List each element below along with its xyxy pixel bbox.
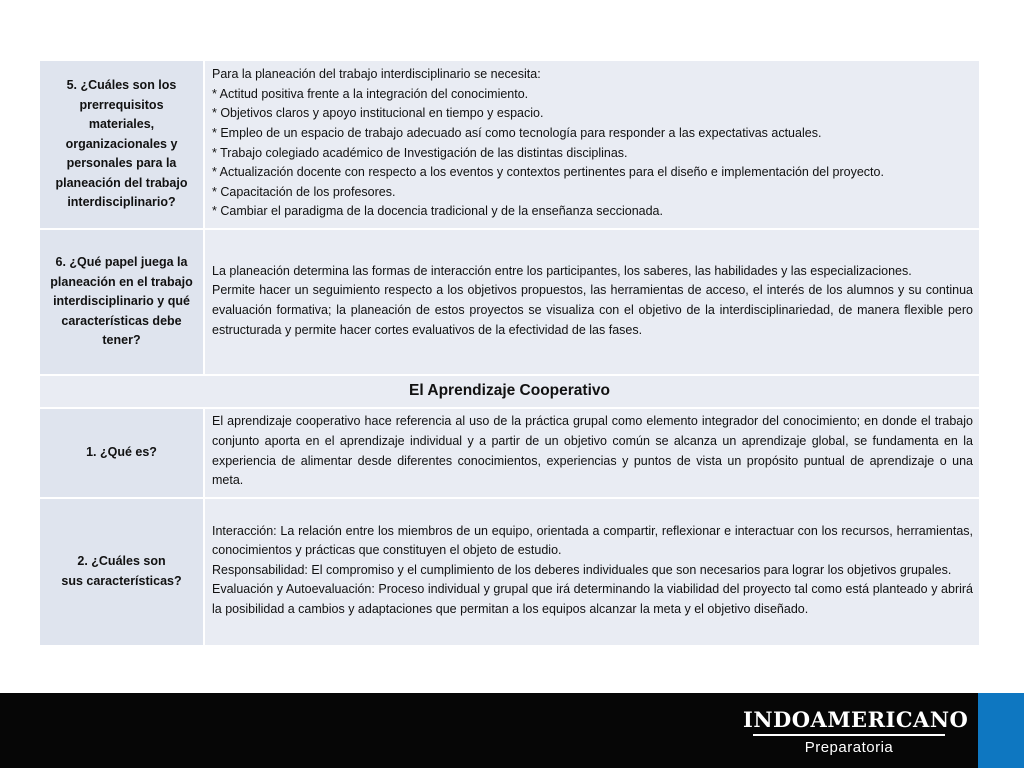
answer-line: * Capacitación de los profesores. (212, 184, 396, 199)
answer-paragraph: Evaluación y Autoevaluación: Proceso individual y grupal que irá determinando la viabilidad del proyecto tal como está planteado y abrirá la posibilidad a cambios y adaptaciones que permitan a los equipos alcanzar la meta y el objetivo diseñado. (212, 582, 973, 616)
answer-line: * Trabajo colegiado académico de Investigación de las distintas disciplinas. (212, 145, 628, 160)
answer-paragraph: El aprendizaje cooperativo hace referencia al uso de la práctica grupal como elemento integrador del conocimiento; en donde el trabajo conjunto aporta en el aprendizaje individual y a partir de un objetivo común se alcanza un aprendizaje global, se fundamenta en la experiencia de alimentar desde diferentes conocimientos, experiencias y puntos de vista un propósito puntual de aprendizaje o una meta. (212, 414, 973, 488)
question-cell (39, 498, 204, 646)
logo-subtitle: Preparatoria (804, 739, 894, 756)
answer-cell (204, 498, 980, 646)
answer-paragraph: Interacción: La relación entre los miembros de un equipo, orientada a compartir, reflexionar e interactuar con los recursos, herramientas, conocimientos y prácticas que constituyen el objeto de estudio. (212, 523, 973, 558)
table-row (39, 408, 980, 498)
question-cell: 1. ¿Qué es? (39, 408, 204, 498)
logo-divider (753, 734, 945, 736)
answer-line: * Actitud positiva frente a la integración del conocimiento. (212, 86, 529, 101)
answer-line: Para la planeación del trabajo interdisciplinario se necesita: (212, 67, 541, 82)
answer-cell (204, 60, 980, 229)
answer-line: * Actualización docente con respecto a los eventos y contextos pertinentes para el diseño e implementación del proyecto. (212, 165, 884, 180)
table-row (39, 498, 980, 646)
answer-line: * Objetivos claros y apoyo institucional en tiempo y espacio. (212, 106, 544, 121)
answer-paragraph: Responsabilidad: El compromiso y el cumplimiento de los deberes individuales que son necesarios para lograr los objetivos grupales. (212, 562, 952, 577)
section-title: El Aprendizaje Cooperativo (39, 375, 980, 408)
footer-accent-block (978, 693, 1024, 768)
answer-line: * Cambiar el paradigma de la docencia tradicional y de la enseñanza seccionada. (212, 204, 663, 219)
question-line: 2. ¿Cuáles son (77, 554, 166, 568)
table-row (39, 60, 980, 229)
answer-paragraph: La planeación determina las formas de interacción entre los participantes, los saberes, las habilidades y las especializaciones. (212, 263, 912, 278)
brand-logo (743, 707, 969, 757)
question-cell: 5. ¿Cuáles son los prerrequisitos materiales, organizacionales y personales para la planeación del trabajo interdisciplinario? (39, 60, 204, 229)
answer-cell (204, 408, 980, 498)
answer-cell (204, 229, 980, 375)
answer-line: * Empleo de un espacio de trabajo adecuado así como tecnología para responder a las expectativas actuales. (212, 125, 822, 140)
answer-paragraph: Permite hacer un seguimiento respecto a los objetivos propuestos, las herramientas de acceso, el interés de los alumnos y su continua evaluación formativa; la planeación de estos proyectos se visualiza con el objetivo de la interdisciplinariedad, de manera flexible pero estructurada y permite hacer cortes evaluativos de la efectividad de las fases. (212, 283, 973, 337)
question-line: sus características? (61, 573, 182, 588)
table-row (39, 229, 980, 375)
footer-bar (0, 693, 1024, 768)
logo-title: INDOAMERICANO (743, 707, 969, 732)
question-cell: 6. ¿Qué papel juega la planeación en el trabajo interdisciplinario y qué características debe tener? (39, 229, 204, 375)
qa-table (38, 59, 981, 647)
section-row (39, 375, 980, 408)
